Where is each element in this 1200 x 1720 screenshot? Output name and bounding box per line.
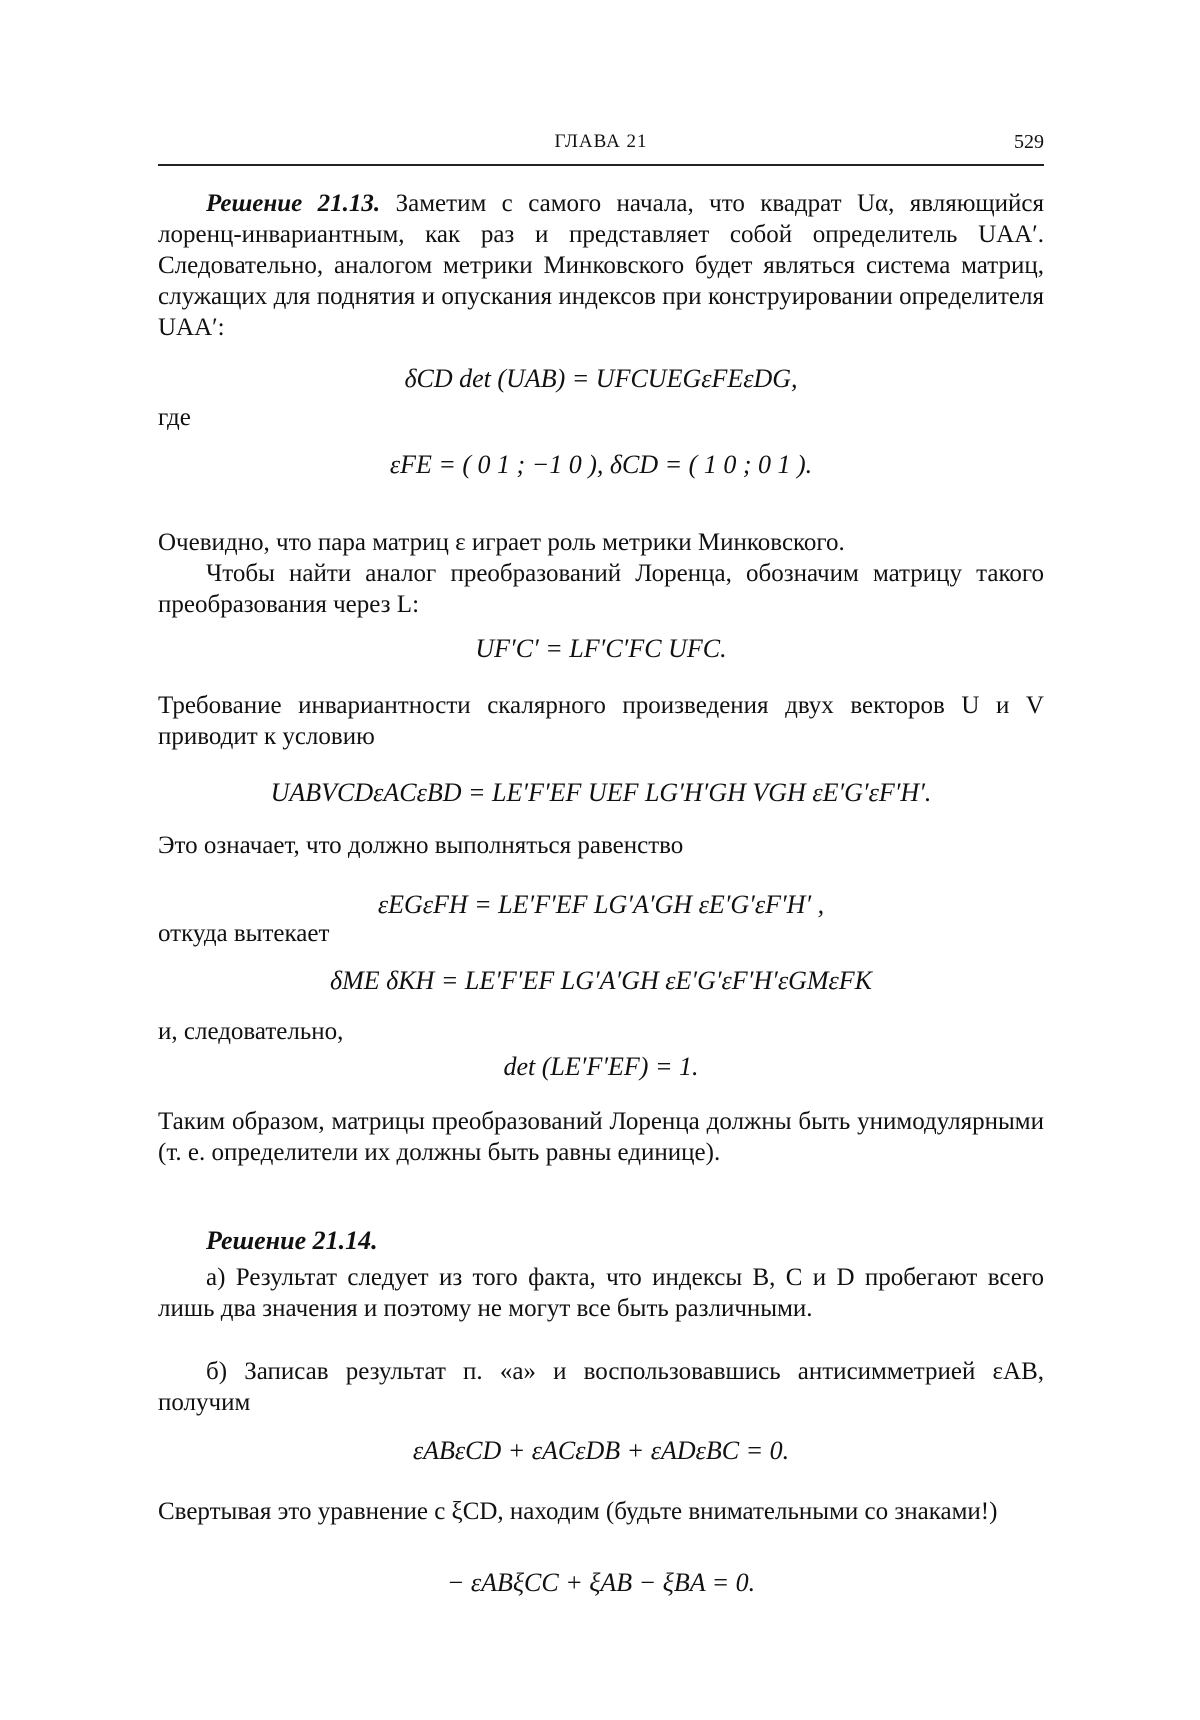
paragraph-a: а) Результат следует из того факта, что индексы B, C и D пробегают всего лишь два значения и поэтому не могут все быть различными. — [158, 1264, 1044, 1322]
paragraph-5: Это означает, что должно выполняться равенство — [158, 832, 684, 859]
equation-4: UABVCDεACεBD = LE′F′EF UEF LG′H′GH VGH εE′G′εF′H′. — [270, 778, 932, 807]
running-header — [158, 131, 1044, 161]
paragraph-8: Таким образом, матрицы преобразований Лоренца должны быть унимодулярными (т. е. определители их должны быть равны единице). — [158, 1108, 1044, 1166]
equation-3: UF′C′ = LF′C′FC UFC. — [475, 634, 727, 663]
paragraph-text: Заметим с самого начала, что квадрат Uα, являющийся лоренц-инвариантным, как раз и представляет собой определитель UAA′. Следовательно, аналогом метрики Минковского будет являться система матриц, служащих для поднятия и опускания индексов при конструировании определителя UAA′: — [158, 190, 1045, 341]
equation-7: det (LE′F′EF) = 1. — [503, 1052, 699, 1081]
page-number: 529 — [1014, 131, 1044, 153]
paragraph-b: б) Записав результат п. «а» и воспользовавшись антисимметрией εAB, получим — [158, 1358, 1044, 1416]
paragraph-6: откуда вытекает — [158, 920, 330, 947]
solution-label: Решение 21.13. — [206, 190, 381, 217]
equation-6: δME δKH = LE′F′EF LG′A′GH εE′G′εF′H′εGMεFK — [330, 966, 872, 995]
where-word: где — [158, 404, 191, 431]
paragraph-c: Свертывая это уравнение с ξCD, находим (будьте внимательными со знаками!) — [158, 1498, 998, 1525]
paragraph-4: Требование инвариантности скалярного произведения двух векторов U и V приводит к условию — [158, 692, 1044, 750]
header-rule — [158, 164, 1044, 166]
solution-21-13-intro — [158, 188, 1044, 343]
equation-5: εEGεFH = LE′F′EF LG′A′GH εE′G′εF′H′ , — [377, 890, 825, 919]
solution-21-14-label: Решение 21.14. — [206, 1226, 378, 1255]
paragraph-3: Чтобы найти аналог преобразований Лоренца, обозначим матрицу такого преобразования через L: — [158, 560, 1044, 618]
equation-1: δCD det (UAB) = UFCUEGεFEεDG, — [404, 364, 798, 393]
paragraph-7: и, следовательно, — [158, 1018, 344, 1045]
chapter-title: ГЛАВА 21 — [554, 131, 648, 152]
paragraph-2: Очевидно, что пара матриц ε играет роль метрики Минковского. — [158, 529, 845, 556]
equation-8: εABεCD + εACεDB + εADεBC = 0. — [412, 1436, 790, 1465]
equation-2: εFE = ( 0 1 ; −1 0 ), δCD = ( 1 0 ; 0 1 ). — [389, 450, 813, 479]
equation-9: − εABξCC + ξAB − ξBA = 0. — [446, 1568, 756, 1597]
